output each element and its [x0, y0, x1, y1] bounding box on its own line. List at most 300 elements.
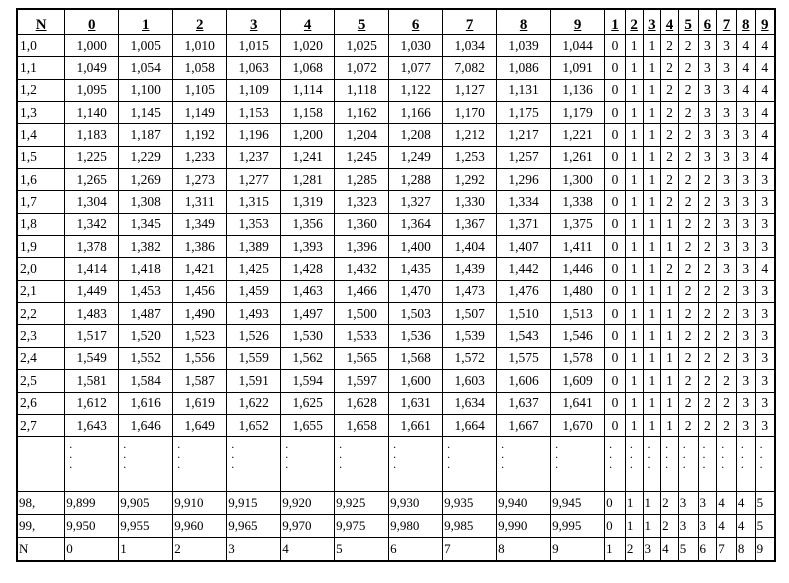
- value-cell: 1: [119, 538, 173, 562]
- difference-cell: 1: [643, 35, 661, 57]
- table-row: [17, 213, 775, 235]
- difference-cell: 3: [736, 347, 755, 369]
- difference-cell: 1: [643, 57, 661, 79]
- value-cell: 1,634: [443, 392, 497, 414]
- value-cell: 1,459: [227, 280, 281, 302]
- value-cell: 1,584: [119, 370, 173, 392]
- ellipsis-cell: [173, 437, 227, 492]
- difference-cell: 1: [661, 280, 679, 302]
- value-cell: 8: [497, 538, 551, 562]
- ellipsis-dot: .: [629, 437, 633, 452]
- difference-cell: 1: [625, 79, 643, 101]
- difference-cell: 3: [755, 303, 775, 325]
- value-cell: 9,905: [119, 492, 173, 515]
- value-cell: 1,217: [497, 124, 551, 146]
- ellipsis-dot: .: [759, 447, 763, 462]
- difference-cell: 1: [625, 515, 643, 538]
- value-cell: 1,428: [281, 258, 335, 280]
- table-row: [17, 515, 775, 538]
- ellipsis-dot: .: [647, 437, 651, 452]
- value-cell: 1,523: [173, 325, 227, 347]
- difference-cell: 3: [717, 213, 737, 235]
- value-cell: 1,140: [65, 102, 119, 124]
- value-cell: 1,643: [65, 414, 119, 436]
- difference-cell: 1: [643, 124, 661, 146]
- ellipsis-dot: .: [501, 447, 505, 462]
- ellipsis-dot: .: [447, 457, 451, 472]
- difference-cell: 6: [698, 538, 717, 562]
- difference-cell: 2: [661, 169, 679, 191]
- value-cell: 1,470: [389, 280, 443, 302]
- header-cell: 2: [625, 9, 643, 35]
- value-cell: 1,400: [389, 236, 443, 258]
- ellipsis-dot: .: [721, 447, 725, 462]
- difference-cell: 2: [717, 370, 737, 392]
- difference-cell: 1: [643, 258, 661, 280]
- difference-cell: 2: [698, 347, 717, 369]
- difference-cell: 2: [678, 414, 698, 436]
- difference-cell: 0: [605, 392, 626, 414]
- difference-cell: 3: [736, 414, 755, 436]
- difference-cell: 3: [717, 191, 737, 213]
- value-cell: 1,591: [227, 370, 281, 392]
- difference-cell: 2: [661, 515, 679, 538]
- difference-cell: 4: [755, 79, 775, 101]
- difference-cell: 1: [643, 492, 661, 515]
- value-cell: 1,136: [551, 79, 605, 101]
- value-cell: 1,526: [227, 325, 281, 347]
- table-body: [17, 35, 775, 437]
- value-cell: 1,005: [119, 35, 173, 57]
- value-cell: 1,327: [389, 191, 443, 213]
- difference-cell: 2: [698, 370, 717, 392]
- ellipsis-dot: .: [339, 457, 343, 472]
- value-cell: 1,382: [119, 236, 173, 258]
- value-cell: 1,158: [281, 102, 335, 124]
- difference-cell: 3: [643, 538, 661, 562]
- difference-cell: 3: [755, 280, 775, 302]
- row-label-cell: 1,7: [17, 191, 65, 213]
- difference-cell: 2: [661, 492, 679, 515]
- ellipsis-dot: .: [740, 437, 744, 452]
- value-cell: 1,100: [119, 79, 173, 101]
- difference-cell: 4: [755, 57, 775, 79]
- table-row: [17, 414, 775, 436]
- table-row: [17, 492, 775, 515]
- ellipsis-dot: .: [682, 437, 686, 452]
- value-cell: 1,664: [443, 414, 497, 436]
- difference-cell: 3: [755, 370, 775, 392]
- difference-cell: 4: [755, 146, 775, 168]
- difference-cell: 1: [625, 169, 643, 191]
- difference-cell: 0: [605, 492, 626, 515]
- header-cell: 3: [643, 9, 661, 35]
- ellipsis-cell: [281, 437, 335, 492]
- difference-cell: 3: [717, 258, 737, 280]
- value-cell: 1,304: [65, 191, 119, 213]
- difference-cell: 2: [717, 303, 737, 325]
- value-cell: 1,225: [65, 146, 119, 168]
- ellipsis-dot: .: [721, 437, 725, 452]
- difference-cell: 3: [698, 146, 717, 168]
- difference-cell: 0: [605, 236, 626, 258]
- difference-cell: 1: [625, 146, 643, 168]
- value-cell: 1,068: [281, 57, 335, 79]
- difference-cell: 3: [755, 236, 775, 258]
- value-cell: 1,435: [389, 258, 443, 280]
- value-cell: 1,533: [335, 325, 389, 347]
- difference-cell: 2: [698, 280, 717, 302]
- value-cell: 9,955: [119, 515, 173, 538]
- difference-cell: 3: [736, 258, 755, 280]
- difference-cell: 2: [678, 303, 698, 325]
- difference-cell: 3: [717, 169, 737, 191]
- difference-cell: 1: [643, 347, 661, 369]
- difference-cell: 1: [643, 213, 661, 235]
- value-cell: 1,612: [65, 392, 119, 414]
- value-cell: 9: [551, 538, 605, 562]
- value-cell: 1,404: [443, 236, 497, 258]
- value-cell: 1,077: [389, 57, 443, 79]
- value-cell: 1,300: [551, 169, 605, 191]
- difference-cell: 0: [605, 57, 626, 79]
- ellipsis-dot: .: [339, 447, 343, 462]
- ellipsis-dot: .: [69, 447, 73, 462]
- difference-cell: 3: [717, 146, 737, 168]
- value-cell: 1,253: [443, 146, 497, 168]
- difference-cell: 2: [717, 280, 737, 302]
- value-cell: 1,204: [335, 124, 389, 146]
- row-label-cell: 1,9: [17, 236, 65, 258]
- value-cell: 9,975: [335, 515, 389, 538]
- row-label-cell: 2,6: [17, 392, 65, 414]
- ellipsis-dot: .: [702, 457, 706, 472]
- difference-cell: 1: [625, 280, 643, 302]
- difference-cell: 5: [678, 538, 698, 562]
- difference-cell: 3: [717, 124, 737, 146]
- difference-cell: 3: [698, 79, 717, 101]
- difference-cell: 1: [661, 347, 679, 369]
- value-cell: 1,192: [173, 124, 227, 146]
- difference-cell: 1: [643, 303, 661, 325]
- value-cell: 1,015: [227, 35, 281, 57]
- value-cell: 1,241: [281, 146, 335, 168]
- ellipsis-cell: [389, 437, 443, 492]
- ellipsis-dot: .: [555, 447, 559, 462]
- header-cell: 7: [443, 9, 497, 35]
- value-cell: 1,616: [119, 392, 173, 414]
- table-row: [17, 325, 775, 347]
- row-label-cell: 1,0: [17, 35, 65, 57]
- value-cell: 1,261: [551, 146, 605, 168]
- value-cell: 1,000: [65, 35, 119, 57]
- ellipsis-dot: .: [555, 437, 559, 452]
- difference-cell: 2: [661, 146, 679, 168]
- value-cell: 1,145: [119, 102, 173, 124]
- value-cell: 1,670: [551, 414, 605, 436]
- difference-cell: 4: [736, 492, 755, 515]
- ellipsis-dot: .: [759, 457, 763, 472]
- difference-cell: 2: [678, 146, 698, 168]
- difference-cell: 0: [605, 79, 626, 101]
- value-cell: 9,925: [335, 492, 389, 515]
- value-cell: 1,510: [497, 303, 551, 325]
- value-cell: 1,034: [443, 35, 497, 57]
- difference-cell: 0: [605, 35, 626, 57]
- difference-cell: 3: [736, 236, 755, 258]
- difference-cell: 3: [736, 124, 755, 146]
- difference-cell: 3: [736, 280, 755, 302]
- value-cell: 1,315: [227, 191, 281, 213]
- value-cell: 1,149: [173, 102, 227, 124]
- row-label-cell: 99,: [17, 515, 65, 538]
- ellipsis-dot: .: [702, 437, 706, 452]
- value-cell: 1,619: [173, 392, 227, 414]
- difference-cell: 4: [755, 258, 775, 280]
- ellipsis-dot: .: [285, 447, 289, 462]
- difference-cell: 2: [678, 213, 698, 235]
- value-cell: 1,493: [227, 303, 281, 325]
- value-cell: 9,940: [497, 492, 551, 515]
- difference-cell: 2: [698, 236, 717, 258]
- header-cell: 8: [736, 9, 755, 35]
- value-cell: 1,432: [335, 258, 389, 280]
- value-cell: 1,257: [497, 146, 551, 168]
- row-label-cell: N: [17, 538, 65, 562]
- difference-cell: 1: [661, 414, 679, 436]
- difference-cell: 1: [605, 538, 626, 562]
- difference-cell: 1: [625, 303, 643, 325]
- value-cell: 1,345: [119, 213, 173, 235]
- difference-cell: 2: [678, 79, 698, 101]
- value-cell: 2: [173, 538, 227, 562]
- value-cell: 1,463: [281, 280, 335, 302]
- difference-cell: 3: [755, 325, 775, 347]
- difference-cell: 0: [605, 146, 626, 168]
- difference-cell: 4: [755, 102, 775, 124]
- difference-cell: 8: [736, 538, 755, 562]
- value-cell: 1,091: [551, 57, 605, 79]
- value-cell: 1,490: [173, 303, 227, 325]
- value-cell: 1,296: [497, 169, 551, 191]
- difference-cell: 1: [643, 169, 661, 191]
- table-footer-rows: [17, 492, 775, 562]
- ellipsis-dot: .: [629, 457, 633, 472]
- difference-cell: 0: [605, 258, 626, 280]
- difference-cell: 1: [625, 392, 643, 414]
- difference-cell: 3: [698, 57, 717, 79]
- value-cell: 1,425: [227, 258, 281, 280]
- value-cell: 1,513: [551, 303, 605, 325]
- value-cell: 1,371: [497, 213, 551, 235]
- difference-cell: 4: [755, 35, 775, 57]
- value-cell: 1,233: [173, 146, 227, 168]
- value-cell: 1,030: [389, 35, 443, 57]
- value-cell: 9,950: [65, 515, 119, 538]
- ellipsis-cell: [661, 437, 679, 492]
- difference-cell: 3: [736, 169, 755, 191]
- value-cell: 1,396: [335, 236, 389, 258]
- value-cell: 1,539: [443, 325, 497, 347]
- value-cell: 1,476: [497, 280, 551, 302]
- ellipsis-dot: .: [609, 457, 613, 472]
- value-cell: 1,349: [173, 213, 227, 235]
- value-cell: 1,127: [443, 79, 497, 101]
- ellipsis-dot: .: [177, 437, 181, 452]
- ellipsis-cell: [643, 437, 661, 492]
- difference-cell: 0: [605, 213, 626, 235]
- value-cell: 1,200: [281, 124, 335, 146]
- value-cell: 1,655: [281, 414, 335, 436]
- value-cell: 1,245: [335, 146, 389, 168]
- value-cell: 1,389: [227, 236, 281, 258]
- value-cell: 9,990: [497, 515, 551, 538]
- value-cell: 1,166: [389, 102, 443, 124]
- difference-cell: 5: [755, 492, 775, 515]
- difference-cell: 3: [698, 492, 717, 515]
- difference-cell: 2: [625, 538, 643, 562]
- difference-cell: 0: [605, 325, 626, 347]
- ellipsis-dot: .: [682, 447, 686, 462]
- value-cell: 1,442: [497, 258, 551, 280]
- difference-cell: 3: [698, 515, 717, 538]
- value-cell: 1,025: [335, 35, 389, 57]
- value-cell: 1,086: [497, 57, 551, 79]
- value-cell: 1,530: [281, 325, 335, 347]
- difference-cell: 3: [717, 102, 737, 124]
- value-cell: 1,212: [443, 124, 497, 146]
- difference-cell: 2: [661, 35, 679, 57]
- header-cell: 9: [551, 9, 605, 35]
- table-row: [17, 191, 775, 213]
- difference-cell: 3: [736, 146, 755, 168]
- row-label-cell: 2,7: [17, 414, 65, 436]
- value-cell: 1,594: [281, 370, 335, 392]
- header-cell: 7: [717, 9, 737, 35]
- value-cell: 1,269: [119, 169, 173, 191]
- value-cell: 1,330: [443, 191, 497, 213]
- table-row: [17, 124, 775, 146]
- value-cell: 1,273: [173, 169, 227, 191]
- value-cell: 9,910: [173, 492, 227, 515]
- difference-cell: 2: [717, 414, 737, 436]
- difference-cell: 1: [625, 325, 643, 347]
- value-cell: 1,356: [281, 213, 335, 235]
- difference-cell: 1: [643, 325, 661, 347]
- ellipsis-dot: .: [501, 457, 505, 472]
- difference-cell: 3: [736, 370, 755, 392]
- value-cell: 1,292: [443, 169, 497, 191]
- value-cell: 1,549: [65, 347, 119, 369]
- value-cell: 1,319: [281, 191, 335, 213]
- ellipsis-dot: .: [609, 447, 613, 462]
- difference-cell: 1: [661, 213, 679, 235]
- value-cell: 1,658: [335, 414, 389, 436]
- header-cell: 9: [755, 9, 775, 35]
- value-cell: 1,649: [173, 414, 227, 436]
- ellipsis-dot: .: [447, 437, 451, 452]
- value-cell: 1,546: [551, 325, 605, 347]
- ellipsis-dot: .: [123, 457, 127, 472]
- row-label-cell: 1,6: [17, 169, 65, 191]
- value-cell: 1,162: [335, 102, 389, 124]
- difference-cell: 2: [678, 258, 698, 280]
- ellipsis-dot: .: [682, 457, 686, 472]
- difference-cell: 2: [678, 57, 698, 79]
- ellipsis-row: [17, 437, 775, 492]
- table-row: [17, 347, 775, 369]
- difference-cell: 3: [736, 392, 755, 414]
- difference-cell: 2: [661, 102, 679, 124]
- ellipsis-dot: .: [123, 437, 127, 452]
- difference-cell: 2: [678, 236, 698, 258]
- row-label-cell: 2,1: [17, 280, 65, 302]
- difference-cell: 1: [643, 102, 661, 124]
- difference-cell: 3: [755, 392, 775, 414]
- difference-cell: 1: [661, 325, 679, 347]
- value-cell: 1,456: [173, 280, 227, 302]
- value-cell: 1,393: [281, 236, 335, 258]
- header-cell: 1: [605, 9, 626, 35]
- row-label-cell: 1,4: [17, 124, 65, 146]
- value-cell: 1,466: [335, 280, 389, 302]
- ellipsis-dot: .: [69, 437, 73, 452]
- difference-cell: 1: [643, 392, 661, 414]
- value-cell: 1,556: [173, 347, 227, 369]
- value-cell: 1,543: [497, 325, 551, 347]
- value-cell: 1,646: [119, 414, 173, 436]
- ellipsis-cell: [335, 437, 389, 492]
- value-cell: 1,507: [443, 303, 497, 325]
- difference-cell: 0: [605, 370, 626, 392]
- table-row: [17, 280, 775, 302]
- value-cell: 1,622: [227, 392, 281, 414]
- difference-cell: 3: [755, 213, 775, 235]
- header-cell: 5: [335, 9, 389, 35]
- value-cell: 1,153: [227, 102, 281, 124]
- difference-cell: 1: [643, 414, 661, 436]
- value-cell: 1,288: [389, 169, 443, 191]
- value-cell: 1,208: [389, 124, 443, 146]
- value-cell: 1,637: [497, 392, 551, 414]
- difference-cell: 4: [736, 57, 755, 79]
- header-cell: 1: [119, 9, 173, 35]
- ellipsis-dot: .: [285, 437, 289, 452]
- difference-cell: 1: [625, 370, 643, 392]
- value-cell: 1,187: [119, 124, 173, 146]
- value-cell: 1,175: [497, 102, 551, 124]
- value-cell: 1,364: [389, 213, 443, 235]
- ellipsis-dot: .: [447, 447, 451, 462]
- ellipsis-cell: [755, 437, 775, 492]
- value-cell: 1,568: [389, 347, 443, 369]
- difference-cell: 4: [736, 515, 755, 538]
- value-cell: 1,049: [65, 57, 119, 79]
- value-cell: 5: [335, 538, 389, 562]
- difference-cell: 3: [717, 236, 737, 258]
- value-cell: 1,054: [119, 57, 173, 79]
- difference-cell: 1: [643, 146, 661, 168]
- value-cell: 1,414: [65, 258, 119, 280]
- ellipsis-cell: [497, 437, 551, 492]
- difference-cell: 1: [625, 191, 643, 213]
- table-row: [17, 79, 775, 101]
- value-cell: 1,418: [119, 258, 173, 280]
- ellipsis-dot: .: [609, 437, 613, 452]
- header-cell: 6: [389, 9, 443, 35]
- value-cell: 1,536: [389, 325, 443, 347]
- value-cell: 1,497: [281, 303, 335, 325]
